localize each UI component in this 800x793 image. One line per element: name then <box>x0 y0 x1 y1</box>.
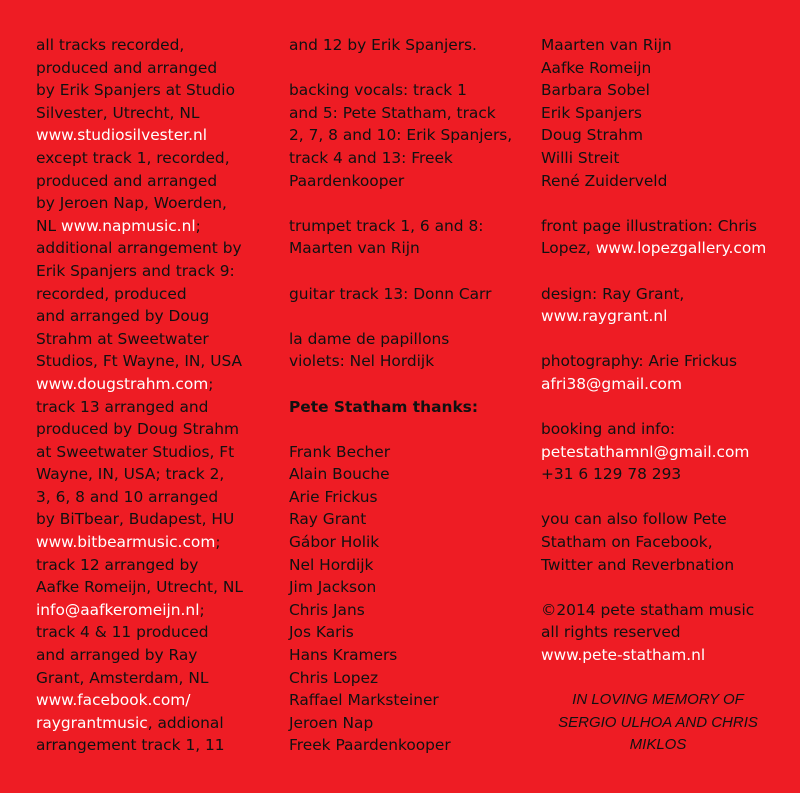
credit-text: all tracks recorded, <box>36 36 185 54</box>
follow-line: Statham on Facebook, <box>541 533 713 552</box>
design-credit: design: Ray Grant, <box>541 284 685 303</box>
thanks-list-continued <box>541 34 781 192</box>
credit-line <box>36 305 268 328</box>
credit-line <box>36 418 268 441</box>
follow-line: Twitter and Reverbnation <box>541 555 735 574</box>
credit-text: arrangement track 1, 11 <box>36 736 225 755</box>
credits-musicians <box>289 34 519 396</box>
credit-text: Aafke Romeijn, Utrecht, NL <box>36 578 243 597</box>
thanks-name: René Zuiderveld <box>541 171 668 190</box>
thanks-name: Alain Bouche <box>289 465 390 484</box>
credit-line: and 12 by Erik Spanjers. <box>289 36 477 54</box>
credit-line <box>36 34 268 57</box>
credit-line: Paardenkooper <box>289 171 405 190</box>
credit-line <box>36 102 268 125</box>
credit-text: produced and arranged <box>36 171 218 190</box>
credit-text: and arranged by Doug <box>36 307 210 326</box>
credit-text: ; <box>208 374 214 393</box>
raygrant-link[interactable]: www.raygrant.nl <box>541 307 668 326</box>
thanks-name: Ray Grant <box>289 510 367 529</box>
credit-text: at Sweetwater Studios, Ft <box>36 442 235 461</box>
credit-line <box>36 79 268 102</box>
credit-text: ; <box>215 533 221 552</box>
credit-line <box>36 192 268 215</box>
credit-line <box>36 734 268 757</box>
thanks-name: Arie Frickus <box>289 487 378 506</box>
credit-line <box>36 147 268 170</box>
credit-text: ; <box>199 600 205 619</box>
credit-text: NL <box>36 216 61 235</box>
thanks-name: Jim Jackson <box>289 578 377 597</box>
credit-text: except track 1, recorded, <box>36 148 230 167</box>
credit-text: , addional <box>147 713 224 732</box>
credit-line <box>36 712 268 735</box>
credit-line <box>36 373 268 396</box>
credits-column-1 <box>36 34 268 757</box>
credit-text: recorded, produced <box>36 284 187 303</box>
booking-label: booking and info: <box>541 420 676 439</box>
thanks-name: Frank Becher <box>289 442 391 461</box>
credit-text: Wayne, IN, USA; track 2, <box>36 465 225 484</box>
credit-line <box>36 441 268 464</box>
credit-line <box>36 237 268 260</box>
credit-line <box>36 621 268 644</box>
thanks-name: Erik Spanjers <box>541 103 642 122</box>
follow-line: you can also follow Pete <box>541 510 727 529</box>
credit-line <box>36 57 268 80</box>
credit-text: Silvester, Utrecht, NL <box>36 103 200 122</box>
credit-line <box>36 463 268 486</box>
credit-link[interactable]: info@aafkeromeijn.nl <box>36 600 200 619</box>
credit-text: Erik Spanjers and track 9: <box>36 261 235 280</box>
credit-text: additional arrangement by <box>36 239 242 258</box>
credit-line <box>36 260 268 283</box>
credit-line <box>36 531 268 554</box>
photography-credit: photography: Arie Frickus <box>541 352 738 371</box>
copyright-text <box>541 599 781 644</box>
credit-text: produced and arranged <box>36 58 218 77</box>
thanks-name: Aafke Romeijn <box>541 58 652 77</box>
booking-phone: +31 6 129 78 293 <box>541 465 682 484</box>
thanks-name: Nel Hordijk <box>289 555 374 574</box>
credit-text: produced by Doug Strahm <box>36 420 240 439</box>
thanks-name: Freek Paardenkooper <box>289 736 451 755</box>
credit-line <box>36 396 268 419</box>
thanks-name: Jeroen Nap <box>289 713 374 732</box>
thanks-name: Willi Streit <box>541 148 620 167</box>
thanks-list <box>289 441 519 757</box>
credit-line <box>36 644 268 667</box>
credit-text: Studios, Ft Wayne, IN, USA <box>36 352 243 371</box>
thanks-name: Chris Jans <box>289 600 365 619</box>
credit-line <box>36 508 268 531</box>
credit-line: trumpet track 1, 6 and 8: <box>289 216 484 235</box>
lopezgallery-link[interactable]: www.lopezgallery.com <box>595 239 767 258</box>
credit-link[interactable]: www.studiosilvester.nl <box>36 126 208 145</box>
credit-line: Maarten van Rijn <box>289 239 420 258</box>
copyright-line: all rights reserved <box>541 623 681 642</box>
credit-line <box>36 576 268 599</box>
illustration-credit-2: Lopez, www.lopezgallery.com <box>541 239 767 258</box>
thanks-name: Barbara Sobel <box>541 81 650 100</box>
credit-line: 2, 7, 8 and 10: Erik Spanjers, <box>289 126 513 145</box>
credit-text: by BiTbear, Budapest, HU <box>36 510 235 529</box>
thanks-name: Doug Strahm <box>541 126 643 145</box>
photographer-email-link[interactable]: afri38@gmail.com <box>541 374 682 393</box>
credit-text: 3, 6, 8 and 10 arranged <box>36 487 219 506</box>
credit-line: backing vocals: track 1 <box>289 81 467 100</box>
credit-line: violets: Nel Hordijk <box>289 352 435 371</box>
credit-line: guitar track 13: Donn Carr <box>289 284 492 303</box>
thanks-heading: Pete Statham thanks: <box>289 397 479 416</box>
credit-line <box>36 689 268 712</box>
follow-text <box>541 508 781 576</box>
credit-line <box>36 599 268 622</box>
credit-link[interactable]: www.dougstrahm.com <box>36 374 209 393</box>
thanks-name: Maarten van Rijn <box>541 36 672 54</box>
credit-line <box>36 554 268 577</box>
credit-text: Grant, Amsterdam, NL <box>36 668 209 687</box>
credit-text: by Jeroen Nap, Woerden, <box>36 194 227 213</box>
booking-email-link[interactable]: petestathamnl@gmail.com <box>541 442 750 461</box>
credit-line <box>36 170 268 193</box>
credit-link[interactable]: www.bitbearmusic.com <box>36 533 216 552</box>
credit-text: ; <box>195 216 201 235</box>
credit-text: track 13 arranged and <box>36 397 209 416</box>
credit-text: track 12 arranged by <box>36 555 199 574</box>
credit-line <box>36 486 268 509</box>
credits-column-3 <box>541 34 781 757</box>
credit-line <box>36 283 268 306</box>
credit-line <box>36 350 268 373</box>
credits-column-2 <box>289 34 519 757</box>
credit-link[interactable]: www.facebook.com/ <box>36 691 191 710</box>
credit-text: and arranged by Ray <box>36 646 198 665</box>
credit-text: by Erik Spanjers at Studio <box>36 81 235 100</box>
credit-text: Strahm at Sweetwater <box>36 329 209 348</box>
thanks-name: Raffael Marksteiner <box>289 691 439 710</box>
credit-link[interactable]: raygrantmusic <box>36 713 148 732</box>
credit-text: track 4 & 11 produced <box>36 623 209 642</box>
credit-link[interactable]: www.napmusic.nl <box>60 216 196 235</box>
credit-line <box>36 667 268 690</box>
credit-line <box>36 124 268 147</box>
credit-line: la dame de papillons <box>289 329 450 348</box>
thanks-name: Jos Karis <box>289 623 354 642</box>
memorial-dedication: IN LOVING MEMORY OF SERGIO ULHOA AND CHRIS MIKLOS <box>558 691 758 754</box>
illustration-credit: front page illustration: Chris <box>541 216 757 235</box>
copyright-line: ©2014 pete statham music <box>541 600 755 619</box>
website-link[interactable]: www.pete-statham.nl <box>541 646 706 665</box>
credit-line <box>36 328 268 351</box>
thanks-name: Hans Kramers <box>289 646 398 665</box>
thanks-name: Chris Lopez <box>289 668 379 687</box>
thanks-name: Gábor Holik <box>289 533 380 552</box>
credit-line <box>36 215 268 238</box>
credit-line: track 4 and 13: Freek <box>289 148 453 167</box>
credit-line: and 5: Pete Statham, track <box>289 103 496 122</box>
